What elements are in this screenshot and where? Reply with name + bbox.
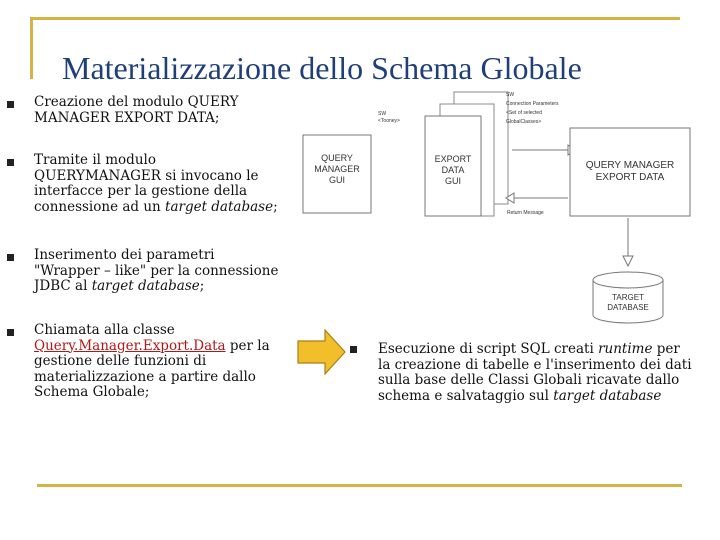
query-manager-gui-label-1: QUERY <box>321 153 353 163</box>
bullet-3-line-3 <box>34 279 294 295</box>
small-label-right-3: <Set of selected <box>506 110 542 116</box>
right-bullet-text <box>378 342 708 404</box>
bullet-3-last-suffix: ; <box>199 278 205 294</box>
right-line-4-prefix: schema e salvataggio sul <box>378 387 554 404</box>
export-data-gui-label-2: DATA <box>441 165 465 175</box>
small-label-right-4: GlobalClasses> <box>506 119 542 125</box>
bullet-marker <box>350 346 357 353</box>
bullet-marker <box>7 254 14 261</box>
qm-export-data-label-1: QUERY MANAGER <box>585 160 675 171</box>
bullet-3-line-2: "Wrapper – like" per la connessione <box>34 262 279 279</box>
query-manager-gui-label-2: MANAGER <box>314 164 360 174</box>
right-bullet-line-2: la creazione di tabelle e l'inserimento dei dati <box>378 356 692 373</box>
bullet-4-after-highlight: per la <box>225 337 270 354</box>
right-bullet-line-4 <box>378 389 708 405</box>
bullet-2-line-1: Tramite il modulo <box>34 152 156 168</box>
small-label-left-1: SW <box>378 111 387 117</box>
bullet-4-line-5: Schema Globale; <box>34 384 150 400</box>
frame-top-line <box>30 17 680 20</box>
right-line-4-italic: target database <box>553 387 662 404</box>
bullet-4-line-4: materializzazione a partire dallo <box>34 368 256 385</box>
bullet-2-line-3: interfacce per la gestione della <box>34 183 248 199</box>
bullet-4 <box>34 323 294 401</box>
bullet-2-line-2: QUERYMANAGER si invocano le <box>34 167 259 184</box>
bullet-marker <box>7 329 14 336</box>
bullet-2-line-4 <box>34 200 294 216</box>
bullet-marker <box>7 101 14 108</box>
bullet-4-line-1: Chiamata alla classe <box>34 322 175 338</box>
bullet-2 <box>34 153 294 215</box>
query-manager-gui-box <box>303 135 371 213</box>
bullet-3 <box>34 248 294 295</box>
query-manager-export-data-link[interactable]: Query.Manager.Export.Data <box>34 337 226 354</box>
small-label-right-1: SW <box>506 92 515 98</box>
query-manager-gui-label-3: GUI <box>328 175 346 185</box>
right-line-1-italic: runtime <box>598 341 653 357</box>
bullet-1-line-1: Creazione del modulo QUERY <box>34 94 239 110</box>
small-label-right-2: Connection Parameters <box>506 101 559 107</box>
right-arrow-icon <box>297 329 347 375</box>
target-database-top <box>593 272 663 288</box>
bullet-1-line-2: MANAGER EXPORT DATA; <box>34 109 220 126</box>
architecture-diagram <box>300 90 700 330</box>
right-line-1-prefix: Esecuzione di script SQL creati <box>378 341 599 357</box>
small-label-left-2: <Tooney> <box>378 118 400 124</box>
export-data-gui-label-1: EXPORT <box>434 154 472 164</box>
frame-left-line <box>30 17 33 79</box>
export-data-gui-label-3: GUI <box>444 176 462 186</box>
bullet-2-last-italic: target database <box>165 198 274 215</box>
slide-title: Materializzazione dello Schema Globale <box>62 50 582 86</box>
bullet-marker <box>7 159 14 166</box>
right-bullet-line-1 <box>378 342 708 358</box>
return-message-label: Return Message <box>507 210 544 216</box>
right-bullet-line-3: sulla base delle Classi Globali ricavate dallo <box>378 372 680 388</box>
qm-export-data-label-2: EXPORT DATA <box>595 172 665 183</box>
db-arrowhead-icon <box>623 256 633 266</box>
bullet-3-last-prefix: JDBC al <box>34 278 92 294</box>
bullet-4-line-2 <box>34 339 294 355</box>
bullet-2-last-prefix: connessione ad un <box>34 198 166 215</box>
bullet-4-line-3: gestione delle funzioni di <box>34 353 207 369</box>
right-line-1-suffix: per <box>652 341 680 357</box>
target-database-label-2: DATABASE <box>607 303 649 312</box>
bullet-3-last-italic: target database <box>91 278 200 294</box>
bullet-1 <box>34 95 284 126</box>
target-database-label-1: TARGET <box>612 293 644 302</box>
bullet-2-last-suffix: ; <box>273 198 278 215</box>
bullet-3-line-1: Inserimento dei parametri <box>34 247 215 263</box>
frame-bottom-line <box>37 484 682 487</box>
